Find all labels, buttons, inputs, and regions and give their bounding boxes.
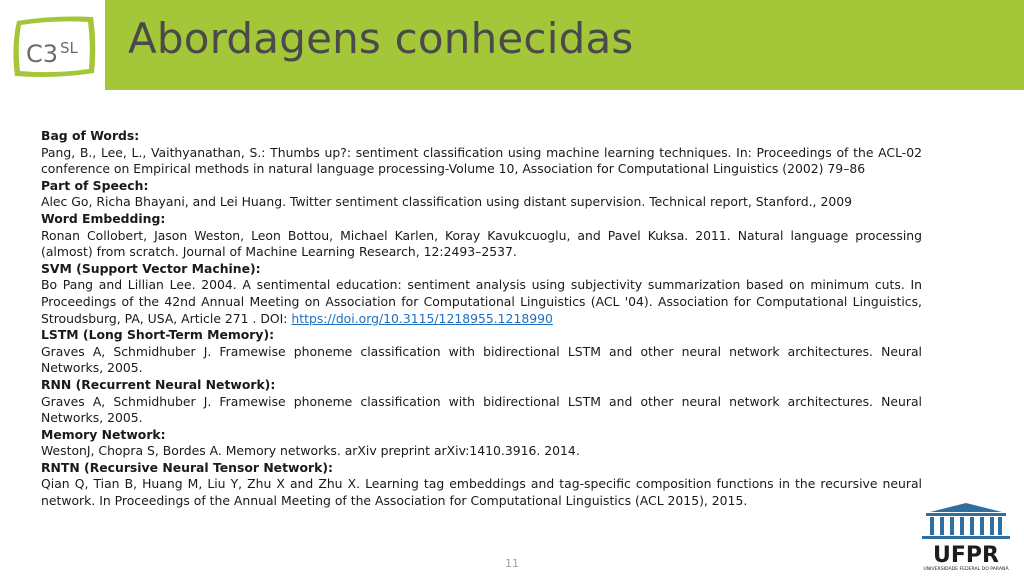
reference-item-word-embedding <box>41 211 922 261</box>
page-number: 11 <box>505 557 519 570</box>
reference-item-lstm <box>41 327 922 377</box>
reference-text: Qian Q, Tian B, Huang M, Liu Y, Zhu X and Zhu X. Learning tag embeddings and tag-specific composition functions in the recursive neural network. In Proceedings of the Annual Meeting of the Association for Computational Linguistics (ACL 2015), 2015. <box>41 476 922 509</box>
reference-heading: Part of Speech: <box>41 177 149 193</box>
reference-text: Ronan Collobert, Jason Weston, Leon Bottou, Michael Karlen, Koray Kavukcuoglu, and Pavel Kuksa. 2011. Natural language processing (almost) from scratch. Journal of Machine Learning Research, 12:2493–2537. <box>41 227 922 260</box>
page-title: Abordagens conhecidas <box>128 14 634 63</box>
reference-text: Graves A, Schmidhuber J. Framewise phoneme classification with bidirectional LSTM and other neural network architectures. Neural Networks, 2005. <box>41 343 922 376</box>
reference-item-svm <box>41 261 922 327</box>
doi-link[interactable]: https://doi.org/10.3115/1218955.1218990 <box>291 310 553 326</box>
reference-heading: LSTM (Long Short-Term Memory): <box>41 327 275 343</box>
reference-heading: RNN (Recurrent Neural Network): <box>41 376 276 392</box>
ufpr-subtitle: UNIVERSIDADE FEDERAL DO PARANÁ <box>923 567 1009 572</box>
reference-item-bag-of-words <box>41 128 922 178</box>
reference-text-with-link <box>41 277 922 327</box>
reference-item-rntn <box>41 460 922 510</box>
ufpr-logo-icon <box>914 500 1018 572</box>
logo-sl-text: SL <box>60 39 78 57</box>
ufpr-name: UFPR <box>933 543 999 568</box>
reference-heading: Word Embedding: <box>41 210 166 226</box>
logo-c3-text: C3 <box>26 40 59 68</box>
reference-item-part-of-speech <box>41 178 922 211</box>
reference-heading: SVM (Support Vector Machine): <box>41 260 261 276</box>
reference-item-rnn <box>41 377 922 427</box>
reference-text: WestonJ, Chopra S, Bordes A. Memory networks. arXiv preprint arXiv:1410.3916. 2014. <box>41 443 580 459</box>
reference-heading: Memory Network: <box>41 426 166 442</box>
reference-heading: Bag of Words: <box>41 128 140 143</box>
reference-text: Alec Go, Richa Bhayani, and Lei Huang. Twitter sentiment classification using distant supervision. Technical report, Stanford., 2009 <box>41 194 852 210</box>
reference-item-memory-network <box>41 427 922 460</box>
reference-text: Graves A, Schmidhuber J. Framewise phoneme classification with bidirectional LSTM and other neural network architectures. Neural Networks, 2005. <box>41 393 922 426</box>
reference-text: Bo Pang and Lillian Lee. 2004. A sentimental education: sentiment analysis using subjectivity summarization based on minimum cuts. In Proceedings of the 42nd Annual Meeting on Association for Computational Linguistics (ACL '04). Association for Computational Linguistics, Stroudsburg, PA, USA, Article 271 . DOI: <box>41 277 922 326</box>
references-list <box>41 128 922 510</box>
reference-heading: RNTN (Recursive Neural Tensor Network): <box>41 459 333 475</box>
c3sl-logo-icon <box>9 13 99 81</box>
reference-text: Pang, B., Lee, L., Vaithyanathan, S.: Thumbs up?: sentiment classification using machine learning techniques. In: Proceedings of the ACL-02 conference on Empirical methods in natural language processing-Volume 10, Association for Computational Linguistics (2002) 79–86 <box>41 144 922 177</box>
